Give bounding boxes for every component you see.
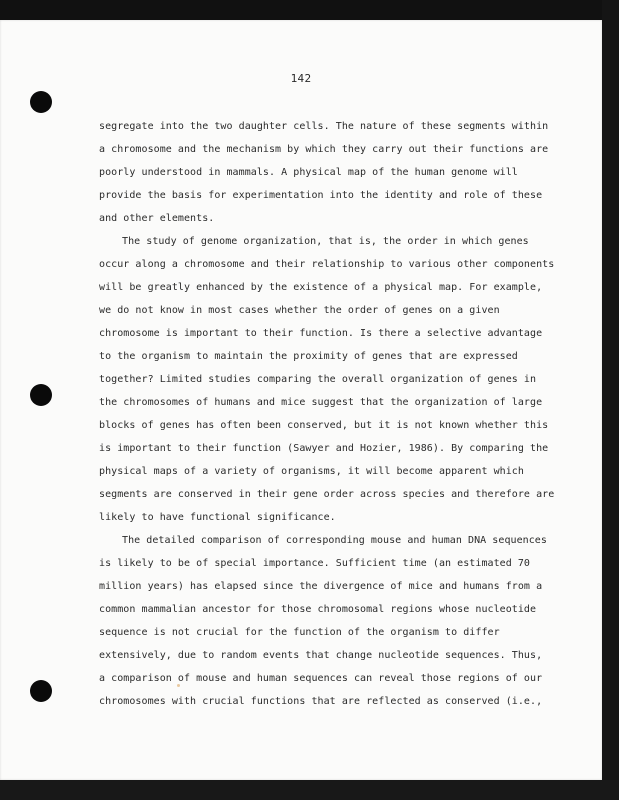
text-line: chromosome is important to their function. Is there a selective advantage bbox=[99, 328, 543, 339]
text-line: is likely to be of special importance. Sufficient time (an estimated 70 bbox=[99, 558, 531, 569]
text-line: The detailed comparison of corresponding mouse and human DNA sequences bbox=[122, 535, 547, 546]
text-line: common mammalian ancestor for those chromosomal regions whose nucleotide bbox=[99, 604, 537, 615]
paper-speck bbox=[177, 684, 180, 687]
text-line: segregate into the two daughter cells. The nature of these segments within bbox=[99, 121, 549, 132]
text-line: sequence is not crucial for the function of the organism to differ bbox=[99, 627, 500, 638]
text-line: is important to their function (Sawyer and Hozier, 1986). By comparing the bbox=[99, 443, 549, 454]
scan-border-bottom bbox=[0, 780, 619, 800]
text-line: a comparison of mouse and human sequences can reveal those regions of our bbox=[99, 673, 543, 684]
punch-hole-icon bbox=[30, 384, 52, 406]
text-line: extensively, due to random events that change nucleotide sequences. Thus, bbox=[99, 650, 543, 661]
text-line: million years) has elapsed since the divergence of mice and humans from a bbox=[99, 581, 543, 592]
text-line: to the organism to maintain the proximity of genes that are expressed bbox=[99, 351, 518, 362]
text-line: we do not know in most cases whether the order of genes on a given bbox=[99, 305, 500, 316]
text-line: the chromosomes of humans and mice suggest that the organization of large bbox=[99, 397, 543, 408]
text-line: will be greatly enhanced by the existence of a physical map. For example, bbox=[99, 282, 543, 293]
page-number: 142 bbox=[290, 72, 312, 85]
text-line: occur along a chromosome and their relationship to various other components bbox=[99, 259, 555, 270]
text-line: chromosomes with crucial functions that are reflected as conserved (i.e., bbox=[99, 696, 543, 707]
scan-border-top bbox=[0, 0, 619, 22]
text-line: and other elements. bbox=[99, 213, 215, 224]
text-line: segments are conserved in their gene order across species and therefore are bbox=[99, 489, 555, 500]
punch-hole-icon bbox=[30, 91, 52, 113]
text-line: likely to have functional significance. bbox=[99, 512, 336, 523]
text-line: provide the basis for experimentation into the identity and role of these bbox=[99, 190, 543, 201]
document-page bbox=[0, 20, 602, 780]
punch-hole-icon bbox=[30, 680, 52, 702]
text-line: together? Limited studies comparing the overall organization of genes in bbox=[99, 374, 537, 385]
text-line: blocks of genes has often been conserved, but it is not known whether this bbox=[99, 420, 549, 431]
scan-border-right bbox=[602, 0, 619, 800]
text-line: physical maps of a variety of organisms, it will become apparent which bbox=[99, 466, 524, 477]
text-line: The study of genome organization, that is, the order in which genes bbox=[122, 236, 529, 247]
text-line: poorly understood in mammals. A physical map of the human genome will bbox=[99, 167, 518, 178]
text-line: a chromosome and the mechanism by which they carry out their functions are bbox=[99, 144, 549, 155]
